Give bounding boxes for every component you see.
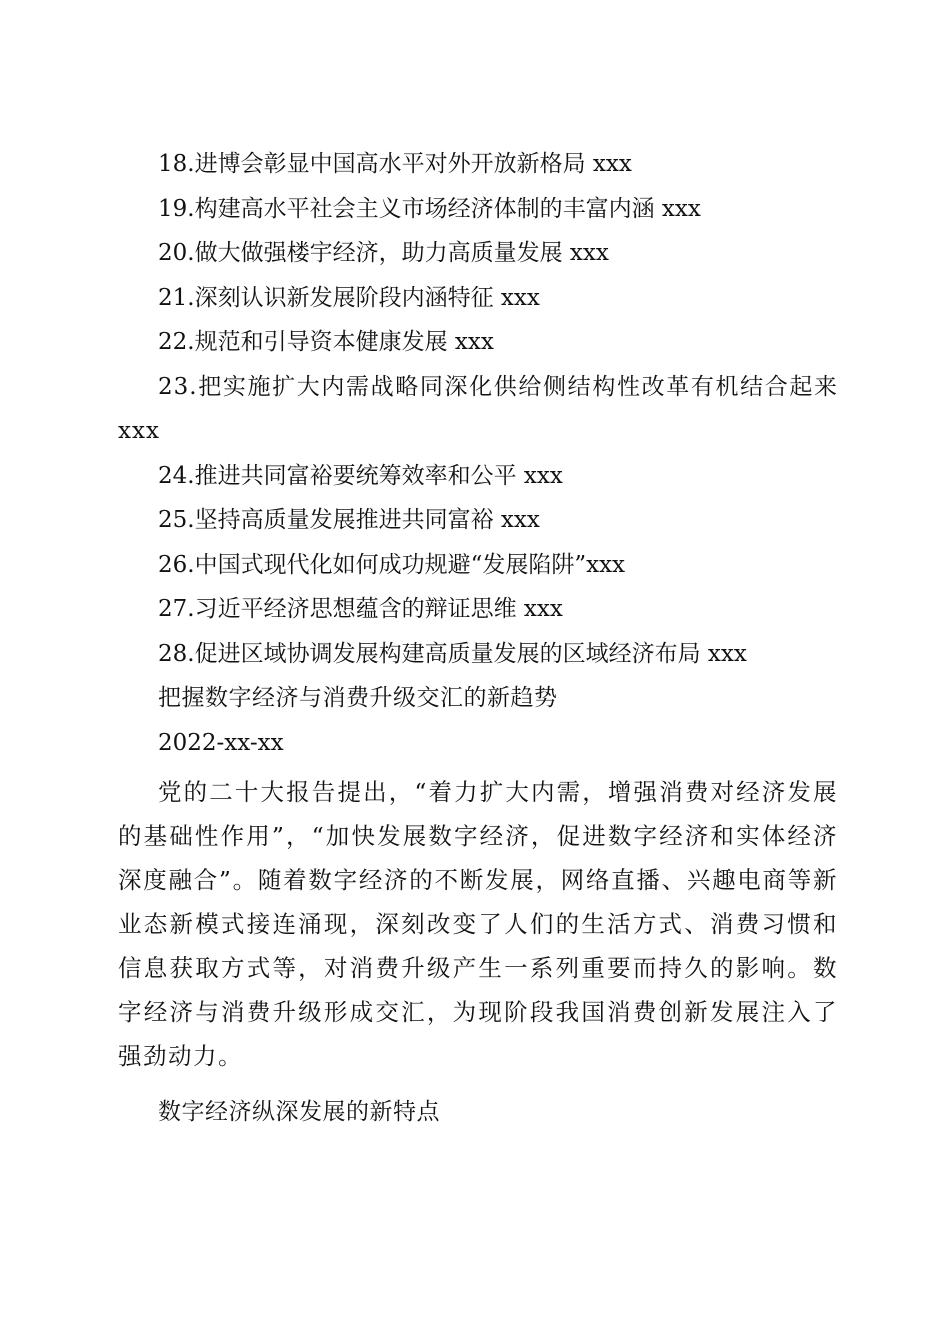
article-paragraph: 党的二十大报告提出，“着力扩大内需，增强消费对经济发展的基础性作用”，“加快发展数字经济，促进数字经济和实体经济深度融合”。随着数字经济的不断发展，网络直播、兴趣电商等新业态新模式接连涌现，深刻改变了人们的生活方式、消费习惯和信息获取方式等，对消费升级产生一系列重要而持久的影响。数字经济与消费升级形成交汇，为现阶段我国消费创新发展注入了强劲动力。 (118, 778, 838, 1070)
list-item: 24.推进共同富裕要统筹效率和公平 xxx (158, 462, 563, 489)
list-item: 26.中国式现代化如何成功规避“发展陷阱”xxx (158, 551, 626, 578)
list-item: 21.深刻认识新发展阶段内涵特征 xxx (158, 284, 540, 311)
list-item: 28.促进区域协调发展构建高质量发展的区域经济布局 xxx (158, 640, 747, 667)
article-date: 2022-xx-xx (158, 729, 284, 756)
article-title: 把握数字经济与消费升级交汇的新趋势 (158, 685, 558, 711)
section-subheading: 数字经济纵深发展的新特点 (158, 1099, 440, 1125)
list-item: 23.把实施扩大内需战略同深化供给侧结构性改革有机结合起来 xxx (118, 373, 838, 444)
list-item: 25.坚持高质量发展推进共同富裕 xxx (158, 507, 540, 533)
list-item: 20.做大做强楼宇经济，助力高质量发展 xxx (158, 240, 609, 266)
list-item: 22.规范和引导资本健康发展 xxx (158, 329, 494, 355)
list-item: 19.构建高水平社会主义市场经济体制的丰富内涵 xxx (158, 195, 701, 222)
list-item: 27.习近平经济思想蕴含的辩证思维 xxx (158, 596, 563, 622)
article-list (118, 142, 838, 1135)
list-item: 18.进博会彰显中国高水平对外开放新格局 xxx (158, 151, 632, 177)
